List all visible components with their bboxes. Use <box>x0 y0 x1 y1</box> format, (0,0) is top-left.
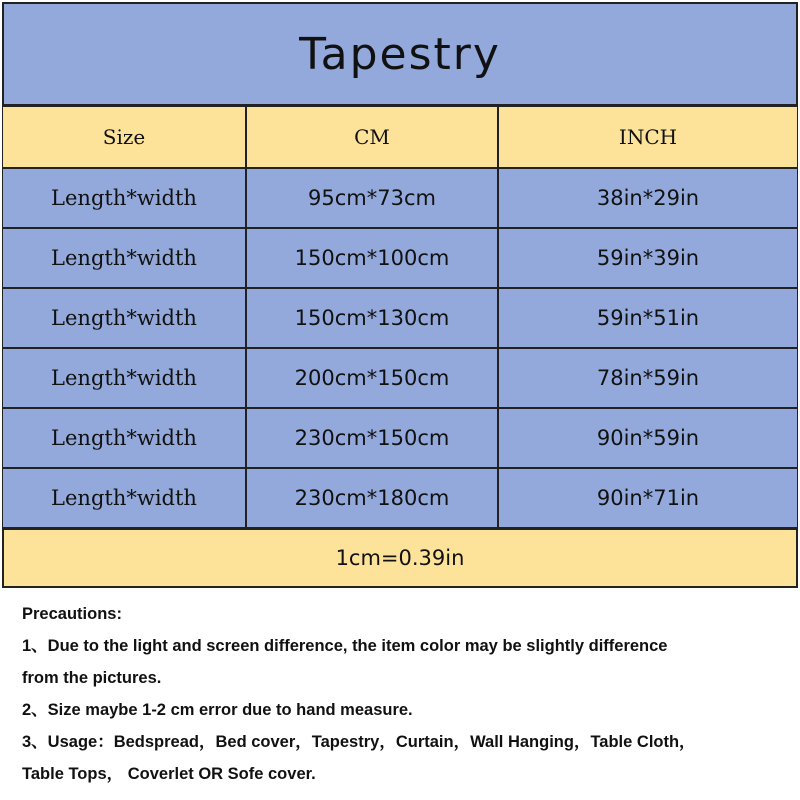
table-row <box>2 348 798 408</box>
table-title-cell <box>2 2 798 106</box>
inch-cell: 59in*39in <box>498 228 798 288</box>
inch-cell: 90in*59in <box>498 408 798 468</box>
precaution-2: 2、Size maybe 1-2 cm error due to hand measure. <box>22 701 413 719</box>
table-row <box>2 228 798 288</box>
cm-cell: 95cm*73cm <box>246 168 498 228</box>
cm-cell: 230cm*150cm <box>246 408 498 468</box>
size-cell: Length*width <box>2 168 246 228</box>
size-table <box>2 2 798 588</box>
size-cell: Length*width <box>2 288 246 348</box>
cm-cell: 150cm*130cm <box>246 288 498 348</box>
inch-cell: 78in*59in <box>498 348 798 408</box>
cm-cell: 200cm*150cm <box>246 348 498 408</box>
precaution-3b: Table Tops， Coverlet OR Sofe cover. <box>22 765 316 783</box>
inch-cell: 59in*51in <box>498 288 798 348</box>
precaution-1a: 1、Due to the light and screen difference, the item color may be slightly difference <box>22 637 668 655</box>
cm-cell: 230cm*180cm <box>246 468 498 528</box>
table-row <box>2 168 798 228</box>
size-cell: Length*width <box>2 348 246 408</box>
precaution-3a: 3、Usage：Bedspread，Bed cover，Tapestry，Curtain，Wall Hanging，Table Cloth， <box>22 733 696 751</box>
precautions-block <box>22 598 792 790</box>
inch-cell: 90in*71in <box>498 468 798 528</box>
header-cm: CM <box>246 106 498 168</box>
cm-cell: 150cm*100cm <box>246 228 498 288</box>
size-cell: Length*width <box>2 228 246 288</box>
header-size: Size <box>2 106 246 168</box>
header-inch: INCH <box>498 106 798 168</box>
table-row <box>2 408 798 468</box>
size-cell: Length*width <box>2 408 246 468</box>
inch-cell: 38in*29in <box>498 168 798 228</box>
precaution-1b: from the pictures. <box>22 669 162 687</box>
header-row <box>2 106 798 168</box>
precautions-heading: Precautions: <box>22 605 122 623</box>
table-row <box>2 468 798 528</box>
conversion-footer: 1cm=0.39in <box>2 528 798 588</box>
size-cell: Length*width <box>2 468 246 528</box>
page-title: Tapestry <box>299 28 501 80</box>
table-row <box>2 288 798 348</box>
size-grid <box>2 106 798 528</box>
